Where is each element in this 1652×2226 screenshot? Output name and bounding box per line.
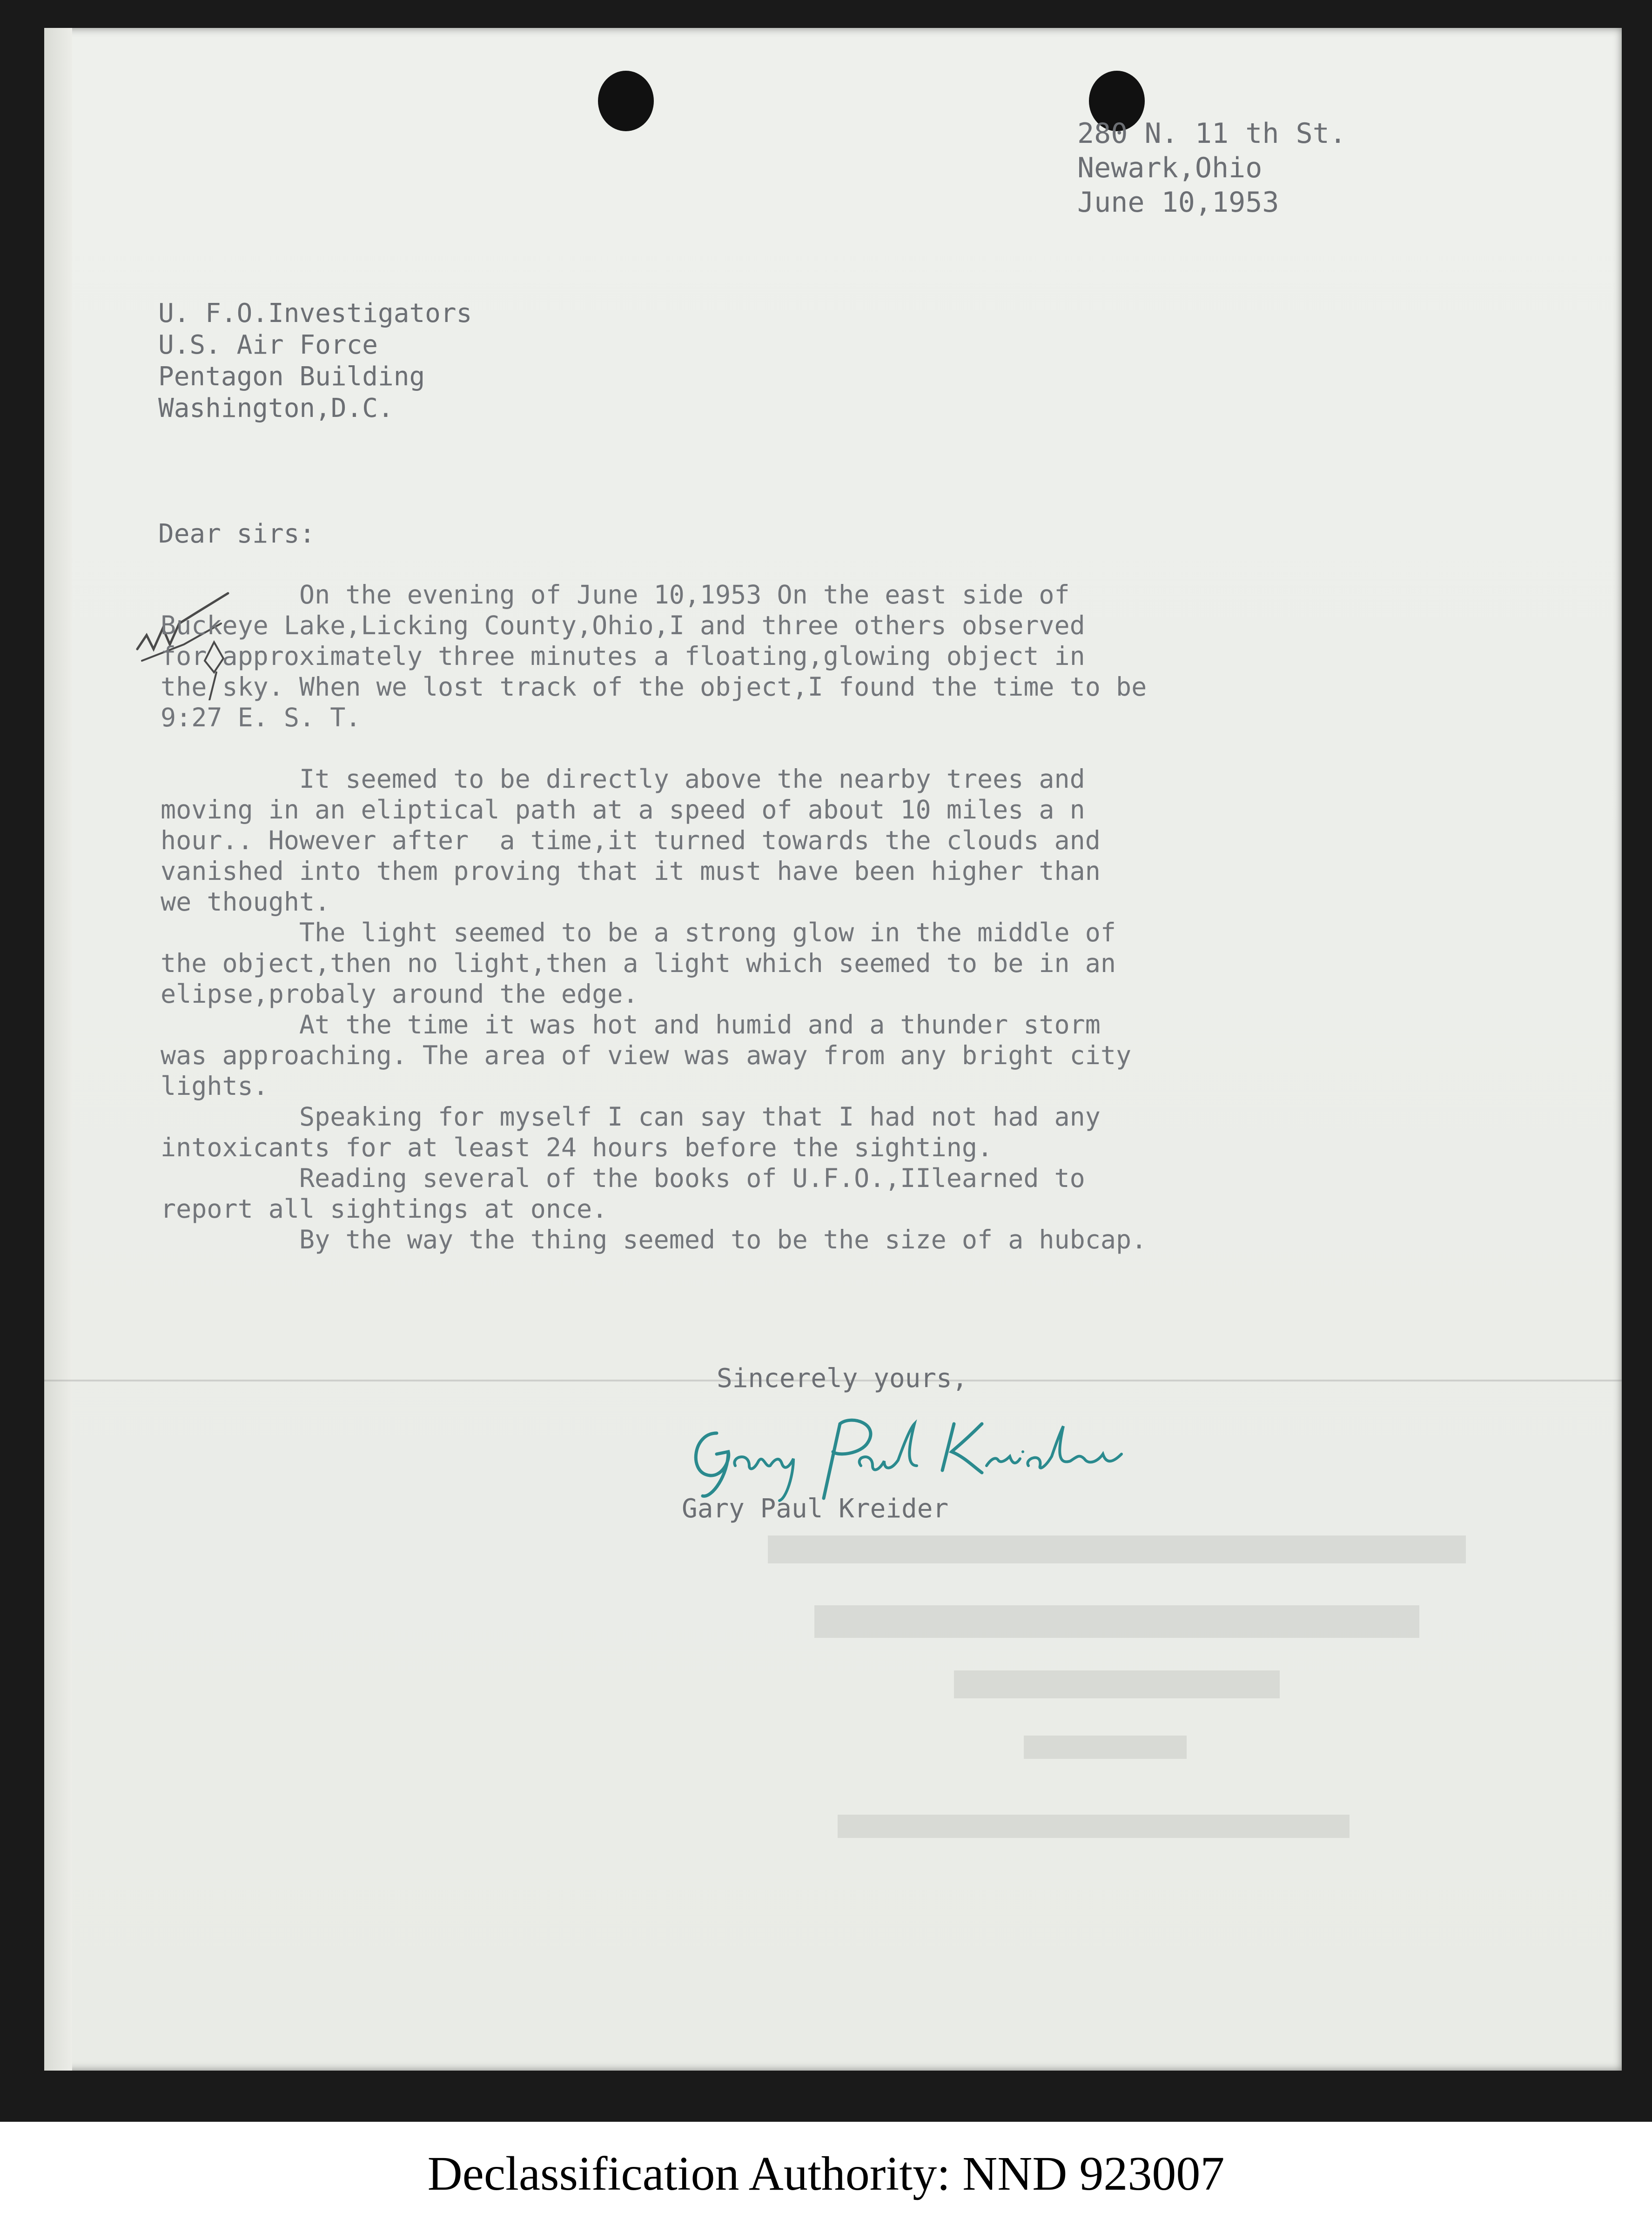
body-line: Buckeye Lake,Licking County,Ohio,I and three others observed xyxy=(161,610,1085,640)
body-line xyxy=(161,733,1394,764)
body-line: the object,then no light,then a light which seemed to be in an xyxy=(161,948,1116,978)
recipient-line-3: Pentagon Building xyxy=(158,362,425,392)
body-line: moving in an eliptical path at a speed of about 10 miles a n xyxy=(161,795,1085,825)
body-line: 9:27 E. S. T. xyxy=(161,703,361,732)
body-line: Speaking for myself I can say that I had not had any xyxy=(161,1102,1101,1132)
handwritten-signature xyxy=(684,1405,1140,1508)
body-line: was approaching. The area of view was away from any bright city xyxy=(161,1040,1132,1070)
body-line: By the way the thing seemed to be the size of a hubcap. xyxy=(161,1225,1147,1254)
body-line: report all sightings at once. xyxy=(161,1194,608,1224)
body-line: Reading several of the books of U.F.O.,IIlearned to xyxy=(161,1163,1085,1193)
recipient-line-1: U. F.O.Investigators xyxy=(158,298,472,329)
sender-address xyxy=(1077,116,1346,220)
sender-street: 280 N. 11 th St. xyxy=(1077,117,1346,150)
body-line: lights. xyxy=(161,1071,269,1101)
recipient-line-2: U.S. Air Force xyxy=(158,330,378,360)
salutation: Dear sirs: xyxy=(158,519,316,549)
body-line: At the time it was hot and humid and a thunder storm xyxy=(161,1010,1101,1039)
body-line: intoxicants for at least 24 hours before the sighting. xyxy=(161,1133,993,1162)
letter-date: June 10,1953 xyxy=(1077,186,1279,219)
body-line: vanished into them proving that it must have been higher than xyxy=(161,856,1101,886)
recipient-address xyxy=(158,298,472,424)
body-line: elipse,probaly around the edge. xyxy=(161,979,638,1009)
body-line: The light seemed to be a strong glow in the middle of xyxy=(161,918,1116,947)
declassification-caption: Declassification Authority: NND 923007 xyxy=(0,2122,1652,2226)
body-line: we thought. xyxy=(161,887,330,917)
body-line: for approximately three minutes a floating,glowing object in xyxy=(161,641,1085,671)
letter-body xyxy=(161,579,1394,1255)
body-line: It seemed to be directly above the nearby trees and xyxy=(161,764,1085,794)
body-line: the sky. When we lost track of the object,I found the time to be xyxy=(161,672,1147,702)
closing: Sincerely yours, xyxy=(717,1363,968,1394)
sender-city: Newark,Ohio xyxy=(1077,152,1263,184)
body-line: hour.. However after a time,it turned towards the clouds and xyxy=(161,825,1101,855)
bleed-through-text xyxy=(745,1517,1536,1982)
body-line: On the evening of June 10,1953 On the east side of xyxy=(161,580,1070,610)
typed-signer-name: Gary Paul Kreider xyxy=(682,1494,949,1524)
torn-left-edge xyxy=(44,28,72,2071)
recipient-line-4: Washington,D.C. xyxy=(158,393,394,423)
punch-hole-left xyxy=(598,71,654,131)
